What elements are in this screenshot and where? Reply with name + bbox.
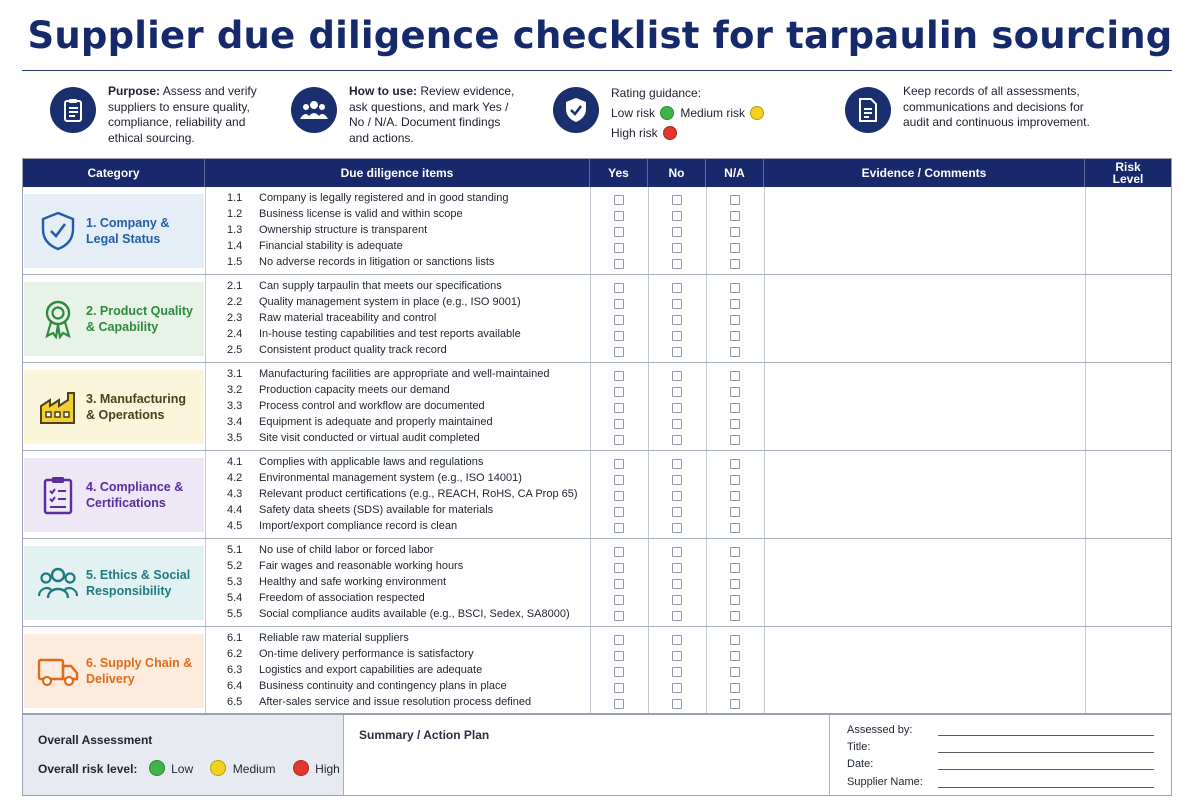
no-checkbox[interactable] [672,699,682,709]
no-checkbox[interactable] [672,579,682,589]
item-number: 6.4 [227,680,243,692]
rating-guidance-label: Rating guidance: [611,86,702,100]
item-number: 5.2 [227,560,243,572]
no-checkbox[interactable] [672,419,682,429]
na-checkbox[interactable] [730,683,740,693]
item-text: Quality management system in place (e.g., ISO 9001) [259,296,521,308]
header-na: N/A [706,159,764,187]
no-checkbox[interactable] [672,475,682,485]
how-to-use-label: How to use: [349,84,417,98]
item-text: Social compliance audits available (e.g., BSCI, Sedex, SA8000) [259,608,570,620]
high-risk-radio[interactable] [293,760,309,776]
no-checkbox[interactable] [672,243,682,253]
item-text: Relevant product certifications (e.g., REACH, RoHS, CA Prop 65) [259,488,578,500]
item-text: Company is legally registered and in good standing [259,192,509,204]
item-text: Can supply tarpaulin that meets our specifications [259,280,502,292]
na-checkbox[interactable] [730,667,740,677]
date-field[interactable] [938,769,1154,770]
item-number: 1.4 [227,240,243,252]
no-checkbox[interactable] [672,635,682,645]
na-checkbox[interactable] [730,579,740,589]
category-name: 2. Product Quality & Capability [86,304,193,334]
header-yes: Yes [590,159,648,187]
evidence-comments-cell[interactable] [765,539,1084,627]
na-checkbox[interactable] [730,459,740,469]
item-number: 4.4 [227,504,243,516]
item-number: 5.1 [227,544,243,556]
item-text: No adverse records in litigation or sanctions lists [259,256,495,268]
na-checkbox[interactable] [730,651,740,661]
header-risk-level: Risk Level [1112,160,1144,186]
evidence-comments-cell[interactable] [765,363,1084,451]
na-checkbox[interactable] [730,195,740,205]
yes-checkbox[interactable] [614,435,624,445]
medium-risk-radio[interactable] [210,760,226,776]
na-checkbox[interactable] [730,403,740,413]
yes-checkbox[interactable] [614,611,624,621]
high-option-label: High [315,762,340,776]
no-checkbox[interactable] [672,259,682,269]
na-checkbox[interactable] [730,283,740,293]
item-number: 3.2 [227,384,243,396]
no-checkbox[interactable] [672,211,682,221]
item-text: Equipment is adequate and properly maintained [259,416,493,428]
no-checkbox[interactable] [672,507,682,517]
item-text: Fair wages and reasonable working hours [259,560,464,572]
medium-risk-label: Medium risk [680,106,746,120]
high-risk-label: High risk [611,126,658,140]
item-text: Logistics and export capabilities are adequate [259,664,483,676]
category-name: 1. Company & Legal Status [86,216,170,246]
assessment-footer [22,714,1172,796]
item-text: No use of child labor or forced labor [259,544,434,556]
section-4 [23,451,1171,539]
na-checkbox[interactable] [730,371,740,381]
item-text: After-sales service and issue resolution process defined [259,696,532,708]
item-number: 1.1 [227,192,243,204]
header-evidence: Evidence / Comments [764,159,1085,187]
item-number: 5.4 [227,592,243,604]
category-name: 3. Manufacturing & Operations [86,392,187,422]
header-items: Due diligence items [205,159,590,187]
item-text: Production capacity meets our demand [259,384,450,396]
item-number: 1.2 [227,208,243,220]
yes-checkbox[interactable] [614,299,624,309]
category-name: 6. Supply Chain & Delivery [86,656,193,686]
yes-checkbox[interactable] [614,699,624,709]
section-5 [23,539,1171,627]
na-checkbox[interactable] [730,387,740,397]
item-text: Environmental management system (e.g., ISO 14001) [259,472,522,484]
no-checkbox[interactable] [672,227,682,237]
na-checkbox[interactable] [730,547,740,557]
no-checkbox[interactable] [672,283,682,293]
low-risk-label: Low risk [611,106,656,120]
item-number: 4.3 [227,488,243,500]
people-icon [291,87,337,133]
item-text: Healthy and safe working environment [259,576,447,588]
yes-checkbox[interactable] [614,459,624,469]
sign-off-panel [830,715,1171,795]
item-number: 5.3 [227,576,243,588]
item-text: Complies with applicable laws and regulations [259,456,484,468]
yes-checkbox[interactable] [614,243,624,253]
item-number: 3.4 [227,416,243,428]
records-text: Keep records of all assessments, communications and decisions for audit and continuous improvement. [903,84,1090,129]
item-number: 1.3 [227,224,243,236]
yes-checkbox[interactable] [614,635,624,645]
evidence-comments-cell[interactable] [765,275,1084,363]
no-checkbox[interactable] [672,523,682,533]
risk-level-cell[interactable] [1086,275,1171,363]
category-name: 4. Compliance & Certifications [86,480,184,510]
na-checkbox[interactable] [730,491,740,501]
item-text: In-house testing capabilities and test reports available [259,328,521,340]
rating-guidance-block [553,84,813,148]
document-icon [845,87,891,133]
yes-checkbox[interactable] [614,563,624,573]
item-text: Import/export compliance record is clean [259,520,458,532]
table-header [23,159,1171,187]
no-checkbox[interactable] [672,651,682,661]
item-number: 2.2 [227,296,243,308]
item-text: Safety data sheets (SDS) available for materials [259,504,494,516]
item-number: 6.3 [227,664,243,676]
yes-checkbox[interactable] [614,195,624,205]
na-checkbox[interactable] [730,635,740,645]
summary-title: Summary / Action Plan [359,728,490,742]
na-checkbox[interactable] [730,331,740,341]
records-block [845,84,1105,148]
no-checkbox[interactable] [672,611,682,621]
na-checkbox[interactable] [730,347,740,357]
item-number: 4.5 [227,520,243,532]
item-text: Site visit conducted or virtual audit completed [259,432,480,444]
shield-check-icon [553,87,599,133]
no-checkbox[interactable] [672,435,682,445]
item-number: 6.2 [227,648,243,660]
purpose-block [50,84,270,148]
header-category: Category [23,159,205,187]
na-checkbox[interactable] [730,435,740,445]
item-number: 4.1 [227,456,243,468]
section-1 [23,187,1171,275]
item-text: Manufacturing facilities are appropriate and well-maintained [259,368,550,380]
yes-checkbox[interactable] [614,475,624,485]
na-checkbox[interactable] [730,507,740,517]
na-checkbox[interactable] [730,243,740,253]
item-number: 2.4 [227,328,243,340]
no-checkbox[interactable] [672,683,682,693]
yes-checkbox[interactable] [614,259,624,269]
yes-checkbox[interactable] [614,347,624,357]
overall-assessment-title: Overall Assessment [38,733,153,747]
overall-risk-label: Overall risk level: [38,762,138,776]
na-checkbox[interactable] [730,259,740,269]
yes-checkbox[interactable] [614,523,624,533]
no-checkbox[interactable] [672,195,682,205]
no-checkbox[interactable] [672,595,682,605]
supplier-name-label: Supplier Name: [847,776,923,788]
na-checkbox[interactable] [730,563,740,573]
na-checkbox[interactable] [730,299,740,309]
yes-checkbox[interactable] [614,315,624,325]
yes-checkbox[interactable] [614,651,624,661]
item-text: Business continuity and contingency plans in place [259,680,507,692]
item-text: Reliable raw material suppliers [259,632,409,644]
no-checkbox[interactable] [672,667,682,677]
na-checkbox[interactable] [730,227,740,237]
item-number: 4.2 [227,472,243,484]
item-number: 3.1 [227,368,243,380]
na-checkbox[interactable] [730,595,740,605]
evidence-comments-cell[interactable] [765,627,1084,715]
no-checkbox[interactable] [672,315,682,325]
yes-checkbox[interactable] [614,387,624,397]
yes-checkbox[interactable] [614,579,624,589]
title-divider [22,70,1172,71]
item-number: 3.3 [227,400,243,412]
low-risk-radio[interactable] [149,760,165,776]
yes-checkbox[interactable] [614,403,624,413]
clipboard-list-icon [50,87,96,133]
item-number: 1.5 [227,256,243,268]
item-number: 3.5 [227,432,243,444]
yes-checkbox[interactable] [614,331,624,341]
section-6 [23,627,1171,715]
na-checkbox[interactable] [730,419,740,429]
no-checkbox[interactable] [672,563,682,573]
na-checkbox[interactable] [730,611,740,621]
yes-checkbox[interactable] [614,419,624,429]
title-field[interactable] [938,752,1154,753]
how-to-use-block [291,84,521,148]
na-checkbox[interactable] [730,211,740,221]
yes-checkbox[interactable] [614,667,624,677]
item-text: Ownership structure is transparent [259,224,428,236]
yes-checkbox[interactable] [614,371,624,381]
item-number: 6.5 [227,696,243,708]
item-text: On-time delivery performance is satisfactory [259,648,474,660]
na-checkbox[interactable] [730,315,740,325]
item-text: Business license is valid and within scope [259,208,463,220]
no-checkbox[interactable] [672,299,682,309]
risk-level-cell[interactable] [1086,627,1171,715]
item-number: 2.5 [227,344,243,356]
page-title: Supplier due diligence checklist for tarpaulin sourcing [27,14,1173,57]
no-checkbox[interactable] [672,331,682,341]
yes-checkbox[interactable] [614,595,624,605]
yes-checkbox[interactable] [614,227,624,237]
no-checkbox[interactable] [672,459,682,469]
item-text: Raw material traceability and control [259,312,437,324]
how-to-use-text: Review evidence, ask questions, and mark Yes / No / N/A. Document findings and actions. [349,84,515,145]
no-checkbox[interactable] [672,347,682,357]
date-label: Date: [847,758,874,770]
no-checkbox[interactable] [672,403,682,413]
yes-checkbox[interactable] [614,507,624,517]
no-checkbox[interactable] [672,371,682,381]
purpose-label: Purpose: [108,84,161,98]
item-number: 5.5 [227,608,243,620]
yes-checkbox[interactable] [614,283,624,293]
no-checkbox[interactable] [672,387,682,397]
risk-level-cell[interactable] [1086,451,1171,539]
category-name: 5. Ethics & Social Responsibility [86,568,191,598]
na-checkbox[interactable] [730,475,740,485]
high-risk-dot [663,126,677,140]
item-number: 6.1 [227,632,243,644]
item-number: 2.3 [227,312,243,324]
no-checkbox[interactable] [672,491,682,501]
header-no: No [648,159,706,187]
yes-checkbox[interactable] [614,491,624,501]
yes-checkbox[interactable] [614,211,624,221]
medium-risk-dot [750,106,764,120]
overall-assessment-panel [23,715,344,795]
medium-option-label: Medium [232,762,276,776]
summary-action-plan-field[interactable] [344,715,830,795]
risk-level-cell[interactable] [1086,539,1171,627]
evidence-comments-cell[interactable] [765,451,1084,539]
low-risk-dot [660,106,674,120]
item-number: 2.1 [227,280,243,292]
evidence-comments-cell[interactable] [765,187,1084,275]
item-text: Consistent product quality track record [259,344,447,356]
section-2 [23,275,1171,363]
risk-level-cell[interactable] [1086,363,1171,451]
yes-checkbox[interactable] [614,683,624,693]
yes-checkbox[interactable] [614,547,624,557]
checklist-table [22,158,1172,714]
na-checkbox[interactable] [730,523,740,533]
low-option-label: Low [171,762,194,776]
assessed-by-label: Assessed by: [847,724,913,736]
item-text: Process control and workflow are documented [259,400,485,412]
title-label: Title: [847,741,871,753]
risk-level-cell[interactable] [1086,187,1171,275]
section-3 [23,363,1171,451]
supplier-name-field[interactable] [938,787,1154,788]
no-checkbox[interactable] [672,547,682,557]
assessed-by-field[interactable] [938,735,1154,736]
item-text: Financial stability is adequate [259,240,403,252]
purpose-text: Assess and verify suppliers to ensure quality, compliance, reliability and ethical sourcing. [108,84,257,145]
item-text: Freedom of association respected [259,592,425,604]
na-checkbox[interactable] [730,699,740,709]
